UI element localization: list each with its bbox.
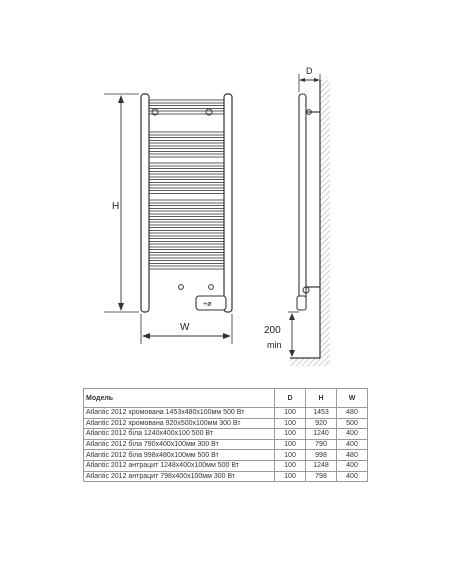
cell-model: Atlantic 2012 антрацит 798x400x100мм 300 Вт — [84, 471, 275, 482]
radiator-rail — [149, 239, 224, 242]
right-upright — [224, 94, 232, 312]
radiator-rail — [149, 206, 224, 209]
cell-model: Atlantic 2012 біла 1240x400x100 500 Вт — [84, 429, 275, 440]
cell-model: Atlantic 2012 біла 998x480x100мм 500 Вт — [84, 450, 275, 461]
cell-d: 100 — [275, 471, 306, 482]
floor-distance-value: 200 — [264, 325, 281, 336]
radiator-rail — [149, 111, 224, 114]
radiator-rail — [149, 211, 224, 214]
table-row — [84, 429, 368, 440]
radiator-rail — [149, 163, 224, 166]
radiator-rail — [149, 233, 224, 236]
radiator-rail — [149, 222, 224, 225]
cell-h: 798 — [306, 471, 337, 482]
radiator-rail — [149, 217, 224, 220]
cell-w: 400 — [337, 460, 368, 471]
radiator-rail — [149, 255, 224, 258]
cell-w: 500 — [337, 418, 368, 429]
radiator-rail — [149, 200, 224, 203]
radiator-rail — [149, 250, 224, 253]
radiator-rail — [149, 143, 224, 146]
radiator-side-view — [290, 80, 330, 366]
radiator-rail — [149, 266, 224, 269]
cell-w: 400 — [337, 429, 368, 440]
cell-model: Atlantic 2012 антрацит 1248x400x100мм 500 Вт — [84, 460, 275, 471]
radiator-rail — [149, 149, 224, 152]
table-row — [84, 460, 368, 471]
bottom-right-bracket — [209, 285, 214, 290]
floor-distance-unit: min — [267, 340, 282, 350]
radiator-rail — [149, 185, 224, 188]
table-row — [84, 418, 368, 429]
cell-model: Atlantic 2012 хромована 1453x480x100мм 500 Вт — [84, 408, 275, 419]
radiator-rail — [149, 191, 224, 194]
floor-distance-dimension — [264, 312, 299, 357]
cell-h: 1240 — [306, 429, 337, 440]
cell-h: 1248 — [306, 460, 337, 471]
wall — [320, 80, 330, 358]
cell-model: Atlantic 2012 хромована 920x500x100мм 300 Вт — [84, 418, 275, 429]
cell-model: Atlantic 2012 біла 790x400x100мм 300 Вт — [84, 439, 275, 450]
bottom-left-bracket — [179, 285, 184, 290]
cell-w: 480 — [337, 408, 368, 419]
header-w: W — [337, 389, 368, 408]
cell-h: 790 — [306, 439, 337, 450]
cell-w: 480 — [337, 450, 368, 461]
radiator-rail — [149, 228, 224, 231]
cell-d: 100 — [275, 460, 306, 471]
table-row — [84, 471, 368, 482]
radiator-rail — [149, 106, 224, 109]
radiator-rail — [149, 169, 224, 172]
floor — [290, 358, 330, 366]
cell-w: 400 — [337, 471, 368, 482]
radiator-rail — [149, 261, 224, 264]
cell-d: 100 — [275, 450, 306, 461]
table-row — [84, 439, 368, 450]
radiator-rail — [149, 154, 224, 157]
header-h: H — [306, 389, 337, 408]
cell-d: 100 — [275, 418, 306, 429]
radiator-rail — [149, 244, 224, 247]
cell-d: 100 — [275, 408, 306, 419]
side-profile — [299, 94, 306, 310]
header-d: D — [275, 389, 306, 408]
width-dimension — [141, 314, 232, 344]
cell-h: 998 — [306, 450, 337, 461]
table-row — [84, 408, 368, 419]
radiator-rail — [149, 138, 224, 141]
table-header-row — [84, 389, 368, 408]
cell-h: 1453 — [306, 408, 337, 419]
cell-d: 100 — [275, 429, 306, 440]
height-label: H — [112, 201, 120, 212]
radiator-rail — [149, 132, 224, 135]
radiator-rail — [149, 174, 224, 177]
height-dimension — [104, 94, 139, 312]
depth-dimension — [299, 66, 320, 92]
left-upright — [141, 94, 149, 312]
cell-w: 400 — [337, 439, 368, 450]
width-label: W — [180, 322, 190, 333]
header-model: Модель — [84, 389, 275, 408]
depth-label: D — [306, 66, 313, 76]
control-symbol: +ø — [203, 301, 212, 308]
radiator-rail — [149, 180, 224, 183]
cell-d: 100 — [275, 439, 306, 450]
cell-h: 920 — [306, 418, 337, 429]
radiator-rail — [149, 100, 224, 103]
table-row — [84, 450, 368, 461]
radiator-rails — [149, 100, 224, 269]
radiator-front-view — [141, 94, 232, 312]
table-body — [84, 408, 368, 482]
specs-table — [83, 388, 368, 482]
